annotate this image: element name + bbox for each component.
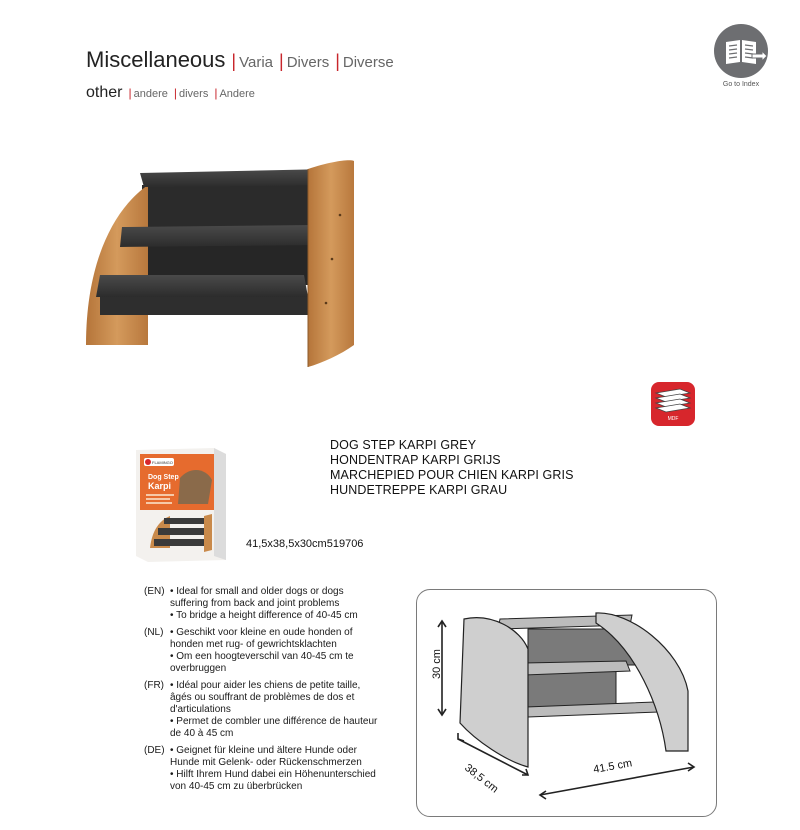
language-code: (FR) [144,680,164,691]
diagram-depth-label [462,762,500,796]
title-separator: | [231,51,237,71]
line-text: Hunde mit Gelenk- oder Rückenschmerzen [170,757,362,768]
description-de [144,745,404,793]
bullet-line: • Permet de combler une différence de hauteur [170,716,378,727]
bullet-line: • Hilft Ihrem Hund dabei ein Höhenunterschied [170,769,376,780]
package-title-line2: Karpi [148,481,172,491]
product-dimensions-code: 41,5x38,5x30cm519706 [246,538,364,550]
line-text: Idéal pour aider les chiens de petite taille, [176,680,361,691]
continuation-line [170,704,404,716]
continuation-line [170,728,404,740]
language-code: (EN) [144,586,165,597]
product-name-de: HUNDETREPPE KARPI GRAU [330,483,508,497]
diagram-width-label [592,757,633,776]
mdf-material-badge [650,381,696,427]
product-name-nl: HONDENTRAP KARPI GRIJS [330,453,501,467]
page-subtitle-row [86,84,255,102]
product-name-fr: MARCHEPIED POUR CHIEN KARPI GRIS [330,468,574,482]
line-text: Hilft Ihrem Hund dabei ein Höhenunterschied [176,769,376,780]
subtitle-translation: divers [178,88,209,100]
line-text: overbruggen [170,663,227,674]
description-nl [144,627,404,675]
line-text: To bridge a height difference of 40-45 cm [176,610,358,621]
description-en [144,586,404,622]
bullet-line: • Idéal pour aider les chiens de petite taille, [170,680,361,691]
title-translation: Divers [286,54,330,71]
bullet-line: • To bridge a height difference of 40-45 cm [170,610,358,621]
line-text: Permet de combler une différence de hauteur [176,716,378,727]
line-text: Geschikt voor kleine en oude honden of [176,627,353,638]
title-translation: Diverse [342,54,394,71]
bullet-line: • Ideal for small and older dogs or dogs [170,586,344,597]
line-text: Om een hoogteverschil van 40-45 cm te [176,651,354,662]
book-icon [714,24,768,78]
line-text: Ideal for small and older dogs or dogs [176,586,344,597]
line-text: suffering from back and joint problems [170,598,340,609]
continuation-line [170,598,404,610]
subtitle-translation: andere [133,88,168,100]
package-title-line1: Dog Step [148,474,179,481]
continuation-line [170,781,404,793]
product-photo [82,155,362,370]
page-title: Miscellaneous [86,47,226,72]
subtitle-separator: | [128,86,132,100]
go-to-index-label: Go to Index [722,81,760,88]
diagram-height-label [431,649,443,679]
line-text: honden met rug- of gewrichtsklachten [170,639,337,650]
subtitle-separator: | [173,86,177,100]
continuation-line [170,639,404,651]
continuation-line [170,663,404,675]
subtitle-translation: Andere [219,88,255,100]
page-subtitle: other [86,84,123,101]
line-text: d'articulations [170,704,231,715]
mdf-label: MDF [667,416,679,422]
package-brand: FLAMINGO [152,460,173,465]
line-text: von 40-45 cm zu überbrücken [170,781,303,792]
product-name-en: DOG STEP KARPI GREY [330,438,477,452]
product-names [330,438,574,498]
description-fr [144,680,404,740]
bullet-line: • Geignet für kleine und ältere Hunde oder [170,745,357,756]
page-title-row [86,47,394,73]
line-text: âgés ou souffrant de problèmes de dos et [170,692,355,703]
title-translation: Varia [239,54,273,71]
continuation-line [170,757,404,769]
subtitle-separator: | [214,86,218,100]
bullet-line: • Om een hoogteverschil van 40-45 cm te [170,651,354,662]
svg-text:38,5 cm: 38,5 cm [462,761,501,796]
language-code: (DE) [144,745,165,756]
title-separator: | [335,51,340,71]
svg-text:41.5 cm: 41.5 cm [592,757,634,776]
svg-text:30 cm: 30 cm [431,649,443,679]
language-code: (NL) [144,627,164,638]
line-text: de 40 à 45 cm [170,728,234,739]
go-to-index-button[interactable] [713,24,769,88]
product-descriptions [144,586,404,798]
dimension-diagram [416,589,716,817]
product-package [134,446,230,564]
title-separator: | [279,51,284,71]
bullet-line: • Geschikt voor kleine en oude honden of [170,627,353,638]
continuation-line [170,692,404,704]
line-text: Geignet für kleine und ältere Hunde oder [176,745,357,756]
